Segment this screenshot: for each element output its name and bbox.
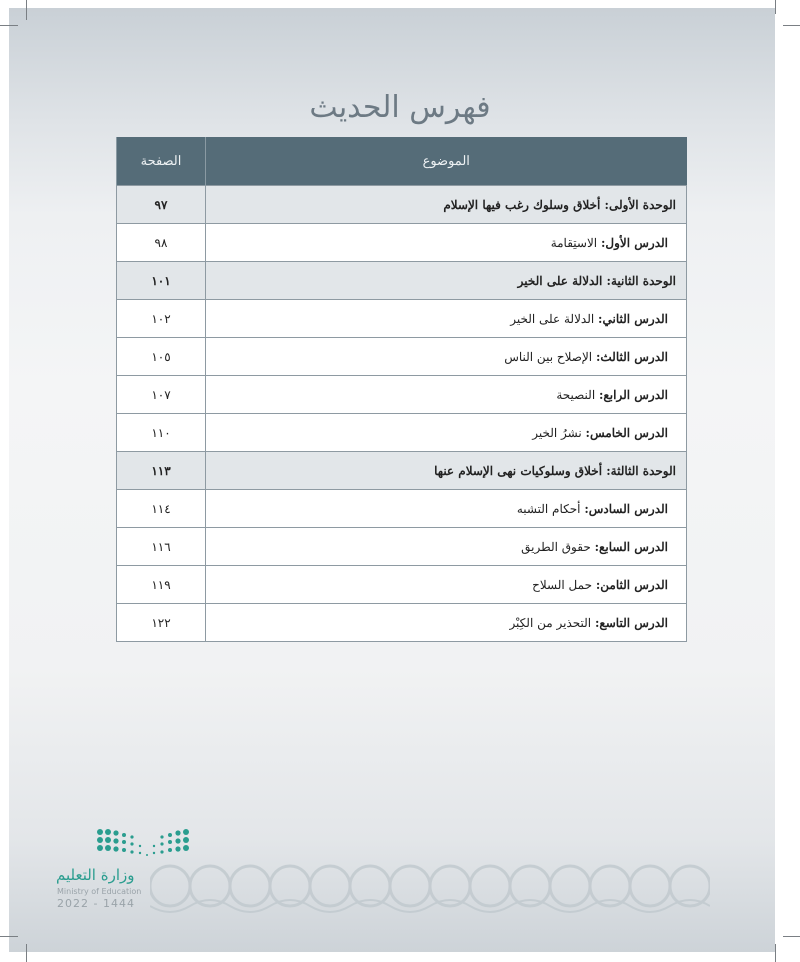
logo-dot: [183, 829, 189, 835]
crop-mark: [775, 944, 776, 962]
logo-dot: [183, 845, 189, 851]
unit-row: [117, 262, 687, 300]
logo-dot: [160, 850, 163, 853]
ministry-name-english: Ministry of Education: [57, 887, 142, 896]
logo-dot: [130, 850, 133, 853]
crop-mark: [783, 25, 800, 26]
topic-cell: الوحدة الثانية: الدلالة على الخير: [206, 262, 687, 300]
lesson-title: نشرُ الخير: [532, 425, 582, 440]
lesson-row: [117, 414, 687, 452]
ornament-ring: [230, 866, 270, 906]
logo-dot: [160, 842, 163, 845]
crop-mark: [0, 936, 18, 937]
lesson-row: [117, 604, 687, 642]
topic-cell: الوحدة الثالثة: أخلاق وسلوكيات نهى الإسلام عنها: [206, 452, 687, 490]
logo-dot: [146, 854, 148, 856]
logo-dot: [175, 830, 180, 835]
logo-dot: [153, 852, 155, 854]
lesson-row: [117, 338, 687, 376]
lesson-title: حقوق الطريق: [521, 539, 591, 554]
topic-cell: [206, 300, 687, 338]
logo-dot: [113, 830, 118, 835]
page-number-cell: ١١٣: [117, 452, 206, 490]
lesson-row: [117, 490, 687, 528]
logo-dot: [113, 846, 118, 851]
logo-dot: [97, 829, 103, 835]
lesson-title: أحكام التشبه: [516, 501, 581, 516]
topic-cell: [206, 376, 687, 414]
page-number-cell: ١٠١: [117, 262, 206, 300]
lesson-label: الدرس السابع:: [594, 539, 668, 554]
column-header-topic: الموضوع: [206, 137, 687, 186]
unit-row: [117, 452, 687, 490]
topic-cell: [206, 604, 687, 642]
page-number-cell: ٩٧: [117, 186, 206, 224]
page-number-cell: ١٠٥: [117, 338, 206, 376]
logo-dot: [168, 848, 172, 852]
topic-cell: [206, 490, 687, 528]
logo-dot: [139, 845, 141, 847]
lesson-label: الدرس الثامن:: [595, 577, 668, 592]
logo-dot: [97, 837, 103, 843]
logo-dot: [97, 845, 103, 851]
page-number-cell: ١١٤: [117, 490, 206, 528]
lesson-row: [117, 376, 687, 414]
logo-dot: [130, 842, 133, 845]
ornament-ring: [470, 866, 510, 906]
crop-mark: [26, 944, 27, 962]
logo-dot: [139, 852, 141, 854]
page-number-cell: ١٢٢: [117, 604, 206, 642]
topic-cell: [206, 528, 687, 566]
lesson-label: الدرس الخامس:: [585, 425, 668, 440]
topic-cell: [206, 566, 687, 604]
ornament-ring: [550, 866, 590, 906]
page-title: فهرس الحديث: [309, 90, 491, 125]
ministry-name-arabic: وزارة التعليم: [56, 866, 135, 884]
crop-mark: [775, 0, 776, 14]
decorative-border-icon: [150, 858, 710, 928]
lesson-label: الدرس التاسع:: [594, 615, 668, 630]
logo-dot: [175, 846, 180, 851]
column-header-page: الصفحة: [117, 137, 206, 186]
crop-mark: [783, 936, 800, 937]
lesson-title: حمل السلاح: [532, 577, 592, 592]
page-number-cell: ٩٨: [117, 224, 206, 262]
logo-dot: [105, 845, 111, 851]
table-of-contents: [116, 137, 687, 642]
topic-cell: الوحدة الأولى: أخلاق وسلوك رغب فيها الإسلام: [206, 186, 687, 224]
ornament-ring: [630, 866, 670, 906]
logo-dot: [130, 835, 133, 838]
logo-dot: [113, 838, 118, 843]
logo-dot: [105, 837, 111, 843]
table-header-row: [117, 137, 687, 186]
lesson-row: [117, 300, 687, 338]
topic-cell: [206, 414, 687, 452]
ornament-ring: [150, 866, 190, 906]
lesson-title: الدلالة على الخير: [510, 311, 595, 326]
topic-cell: [206, 224, 687, 262]
ornament-wave: [150, 900, 710, 912]
ornament-ring: [310, 866, 350, 906]
lesson-title: النصيحة: [556, 387, 596, 402]
lesson-title: الإصلاح بين الناس: [504, 349, 593, 364]
logo-dot: [153, 845, 155, 847]
lesson-label: الدرس الثاني:: [598, 311, 668, 326]
lesson-label: الدرس الثالث:: [595, 349, 668, 364]
logo-dot: [105, 829, 111, 835]
lesson-title: الاستِقامة: [550, 235, 598, 250]
logo-dot: [122, 840, 126, 844]
lesson-label: الدرس السادس:: [584, 501, 668, 516]
lesson-label: الدرس الأول:: [600, 235, 668, 250]
lesson-row: [117, 528, 687, 566]
page-number-cell: ١٠٢: [117, 300, 206, 338]
page-number-cell: ١١٩: [117, 566, 206, 604]
logo-dot: [168, 840, 172, 844]
lesson-row: [117, 566, 687, 604]
lesson-row: [117, 224, 687, 262]
logo-dot: [160, 835, 163, 838]
lesson-title: التحذير من الكِبْر: [509, 615, 592, 630]
lesson-label: الدرس الرابع:: [598, 387, 668, 402]
page-number-cell: ١١٠: [117, 414, 206, 452]
ornament-ring: [390, 866, 430, 906]
page-number-cell: ١٠٧: [117, 376, 206, 414]
logo-dot: [122, 848, 126, 852]
logo-dot: [122, 833, 126, 837]
logo-dot: [168, 833, 172, 837]
crop-mark: [26, 0, 27, 20]
edition-year: 2022 - 1444: [57, 897, 135, 910]
logo-dot: [175, 838, 180, 843]
crop-mark: [0, 25, 18, 26]
topic-cell: [206, 338, 687, 376]
unit-row: [117, 186, 687, 224]
logo-dot: [183, 837, 189, 843]
page-number-cell: ١١٦: [117, 528, 206, 566]
